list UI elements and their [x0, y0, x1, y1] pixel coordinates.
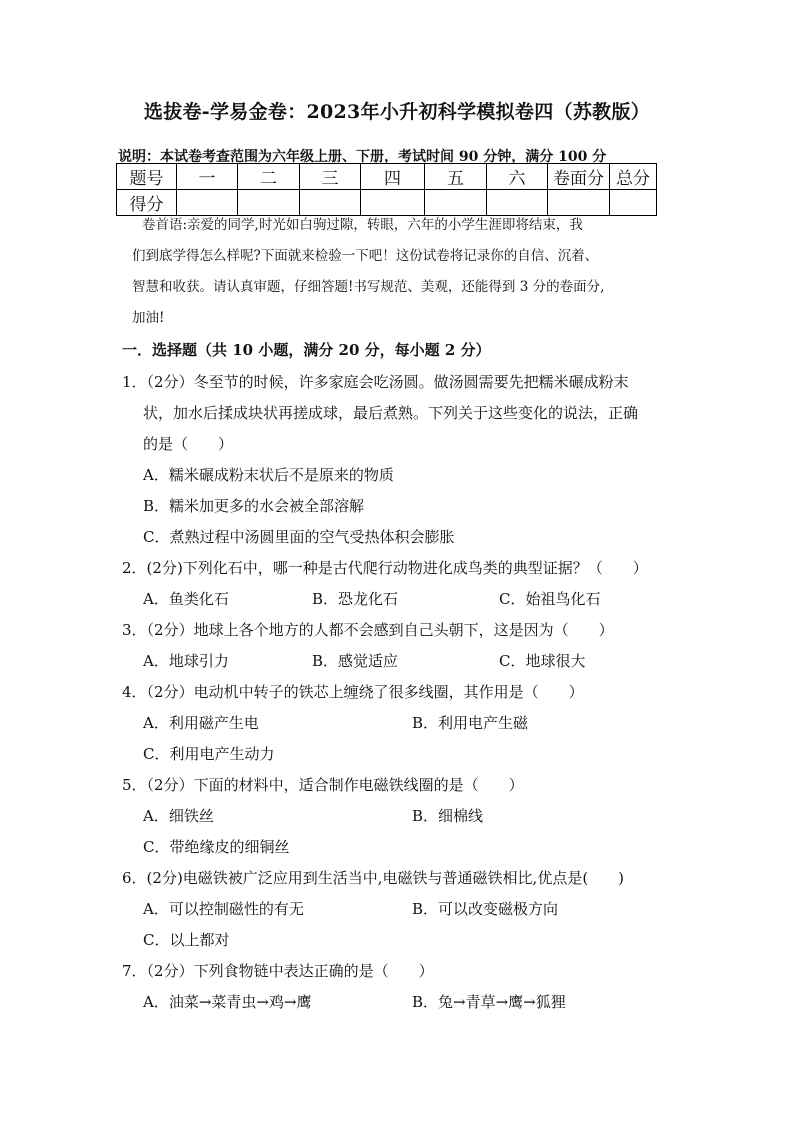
question-1-stem: 1．（2分）冬至节的时候，许多家庭会吃汤圆。做汤圆需要先把糯米碾成粉末	[122, 373, 629, 391]
score-table-header-cell: 一	[177, 164, 238, 190]
question-2-option-a[interactable]: A．鱼类化石	[143, 590, 229, 608]
section-title: 一．选择题（共 10 小题，满分 20 分，每小题 2 分）	[122, 341, 491, 359]
question-2-option-b[interactable]: B．恐龙化石	[312, 590, 399, 608]
question-3-stem: 3．（2分）地球上各个地方的人都不会感到自己头朝下，这是因为（ ）	[122, 621, 614, 639]
question-5-option-b[interactable]: B．细棉线	[412, 807, 484, 825]
question-5-option-a[interactable]: A．细铁丝	[143, 807, 214, 825]
question-6-stem: 6．(2分)电磁铁被广泛应用到生活当中,电磁铁与普通磁铁相比,优点是( )	[122, 869, 625, 887]
question-1-stem: 的是（ ）	[143, 435, 234, 453]
question-3-option-c[interactable]: C．地球很大	[499, 652, 586, 670]
question-7-option-b[interactable]: B．兔→青草→鹰→狐狸	[412, 993, 566, 1011]
score-table-header-cell: 四	[361, 164, 425, 190]
question-6-option-b[interactable]: B．可以改变磁极方向	[412, 900, 559, 918]
question-4-option-c[interactable]: C．利用电产生动力	[143, 745, 275, 763]
question-4-option-a[interactable]: A．利用磁产生电	[143, 714, 259, 732]
question-7-option-a[interactable]: A．油菜→菜青虫→鸡→鹰	[143, 993, 312, 1011]
score-row-label: 得分	[117, 190, 177, 216]
score-table-header-cell: 二	[238, 164, 300, 190]
score-table-header-cell: 题号	[117, 164, 177, 190]
preface-line: 加油!	[132, 310, 165, 326]
question-3-option-b[interactable]: B．感觉适应	[312, 652, 399, 670]
score-table-header-cell: 五	[425, 164, 487, 190]
score-table-header-cell: 三	[300, 164, 361, 190]
question-4-option-b[interactable]: B．利用电产生磁	[412, 714, 529, 732]
preface-line: 卷首语:亲爱的同学,时光如白驹过隙，转眼，六年的小学生涯即将结束，我	[142, 217, 583, 233]
question-1-option-b[interactable]: B．糯米加更多的水会被全部溶解	[143, 497, 365, 515]
score-table-header-row	[117, 164, 657, 190]
question-2-option-c[interactable]: C．始祖鸟化石	[499, 590, 601, 608]
question-5-option-c[interactable]: C．带绝缘皮的细铜丝	[143, 838, 290, 856]
question-3-option-a[interactable]: A．地球引力	[143, 652, 229, 670]
question-2-stem: 2．(2分)下列化石中，哪一种是古代爬行动物进化成鸟类的典型证据？（ ）	[122, 559, 648, 577]
preface	[116, 210, 682, 334]
score-table	[116, 163, 657, 216]
score-table-header-cell: 总分	[610, 164, 657, 190]
question-1-option-a[interactable]: A．糯米碾成粉末状后不是原来的物质	[143, 466, 394, 484]
preface-line: 们到底学得怎么样呢?下面就来检验一下吧！这份试卷将记录你的自信、沉着、	[132, 248, 599, 264]
page-title: 选拔卷-学易金卷：2023年小升初科学模拟卷四（苏教版）	[143, 101, 651, 123]
exam-description: 说明：本试卷考查范围为六年级上册、下册，考试时间 90 分钟，满分 100 分	[118, 149, 607, 165]
question-1-stem: 状，加水后揉成块状再搓成球，最后煮熟。下列关于这些变化的说法，正确	[143, 404, 639, 422]
question-5-stem: 5．（2分）下面的材料中，适合制作电磁铁线圈的是（ ）	[122, 776, 524, 794]
preface-line: 智慧和收获。请认真审题，仔细答题!书写规范、美观，还能得到 3 分的卷面分,	[132, 279, 605, 295]
score-table-header-cell: 卷面分	[548, 164, 610, 190]
score-table-header-cell: 六	[487, 164, 548, 190]
question-7-stem: 7．（2分）下列食物链中表达正确的是（ ）	[122, 962, 434, 980]
question-4-stem: 4．（2分）电动机中转子的铁芯上缠绕了很多线圈，其作用是（ ）	[122, 683, 584, 701]
question-6-option-c[interactable]: C．以上都对	[143, 931, 230, 949]
question-6-option-a[interactable]: A．可以控制磁性的有无	[143, 900, 304, 918]
question-1-option-c[interactable]: C．煮熟过程中汤圆里面的空气受热体积会膨胀	[143, 528, 455, 546]
